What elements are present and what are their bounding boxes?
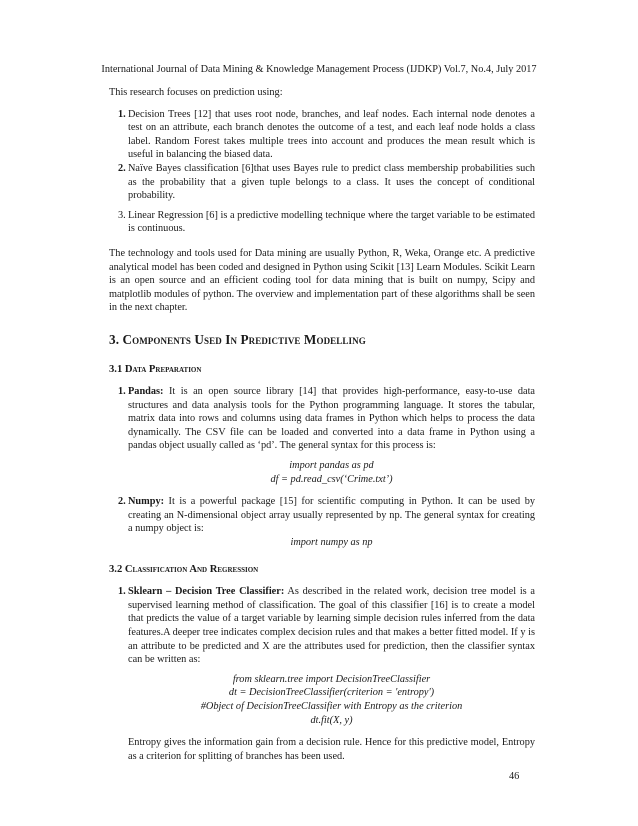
list-number: 1. xyxy=(118,586,126,598)
paragraph: The technology and tools used for Data mining are usually Python, R, Weka, Orange etc. A predictive analytical model has been coded and designed in Python using Scikit [13] Learn Modules. Scikit Learn is an open source and an efficient coding tool for data mining that is built on numpy, Scipy and matplotlib modules of python. The overview and implementation part of these algorithms shall be seen in the next chapter. xyxy=(109,247,535,314)
list-item-numpy xyxy=(109,495,535,536)
journal-header: International Journal of Data Mining & Knowledge Management Process (IJDKP) Vol.7, No.4, July 2017 xyxy=(101,64,537,75)
list-number: 1. xyxy=(118,108,126,120)
paragraph: Entropy gives the information gain from a decision rule. Hence for this predictive model, Entropy as a criterion for splitting of branches has been used. xyxy=(128,737,535,762)
list-item xyxy=(109,209,535,236)
list-item xyxy=(109,162,535,203)
page-number: 46 xyxy=(509,771,520,782)
list-item-text: It is an open source library [14] that provides high-performance, easy-to-use data structures and data analysis tools for the Python programming language. It stores the tabular, matrix data into rows and columns using data frames in Python which helps to process the data dynamically. The CSV file can be loaded and converted into a data frame in Python using a pandas object usually called as ‘pd’. The general syntax for this process is: xyxy=(128,386,535,452)
prediction-methods-list xyxy=(109,108,535,236)
list-item xyxy=(109,108,535,162)
subsection-heading: 3.2 Classification And Regression xyxy=(109,563,259,575)
main-content xyxy=(109,86,535,763)
term: Sklearn – Decision Tree Classifier: xyxy=(128,586,285,598)
list-item-text: Naïve Bayes classification [6]that uses Bayes rule to predict class membership probabilities such as the probability that a given tuple belongs to a class. It uses the concept of conditional probability. xyxy=(128,162,535,202)
code-line: df = pd.read_csv(‘Crime.txt’) xyxy=(270,473,393,485)
list-item-text: Decision Trees [12] that uses root node, branches, and leaf nodes. Each internal node denotes a test on an attribute, each branch denotes the outcome of a test, and each leaf node holds a class label. Random Forest takes multiple trees into account and produces the mean result which is useful in balancing the biased data. xyxy=(128,108,535,161)
list-item-sklearn xyxy=(109,585,535,667)
list-number: 3. xyxy=(118,209,126,221)
code-line: import pandas as pd xyxy=(289,460,374,472)
term: Pandas: xyxy=(128,386,164,398)
list-item-pandas xyxy=(109,385,535,453)
list-item-text: It is a powerful package [15] for scientific computing in Python. It can be used by creating an N-dimensional object array usually represented by np. The general syntax for creating a numpy object is: xyxy=(128,496,535,535)
list-number: 1. xyxy=(118,386,126,398)
code-line: import numpy as np xyxy=(290,537,373,549)
list-item-text: As described in the related work, decision tree model is a supervised learning method of classification. The goal of this classifier [16] is to create a model that predicts the value of a target variable by learning simple decision rules inferred from the data features.A deeper tree indicates complex decision rules and that makes a better fitted model. If y is an attribute to be predicted and X are the attributes used for prediction, then the classifier syntax can be written as: xyxy=(128,586,535,666)
subsection-heading: 3.1 Data Preparation xyxy=(109,363,202,375)
code-line: from sklearn.tree import DecisionTreeClassifier xyxy=(232,673,431,685)
code-line: dt = DecisionTreeClassifier(criterion = 'entropy') xyxy=(228,687,435,699)
list-number: 2. xyxy=(118,162,126,174)
list-number: 2. xyxy=(118,496,126,508)
code-line: #Object of DecisionTreeClassifier with Entropy as the criterion xyxy=(200,700,463,712)
list-item-text: Linear Regression [6] is a predictive modelling technique where the target variable to be estimated is continuous. xyxy=(128,209,535,235)
term: Numpy: xyxy=(128,496,165,508)
code-line: dt.fit(X, y) xyxy=(310,714,353,726)
section-heading: 3. Components Used In Predictive Modelling xyxy=(109,331,366,347)
intro-text: This research focuses on prediction using: xyxy=(109,87,283,98)
